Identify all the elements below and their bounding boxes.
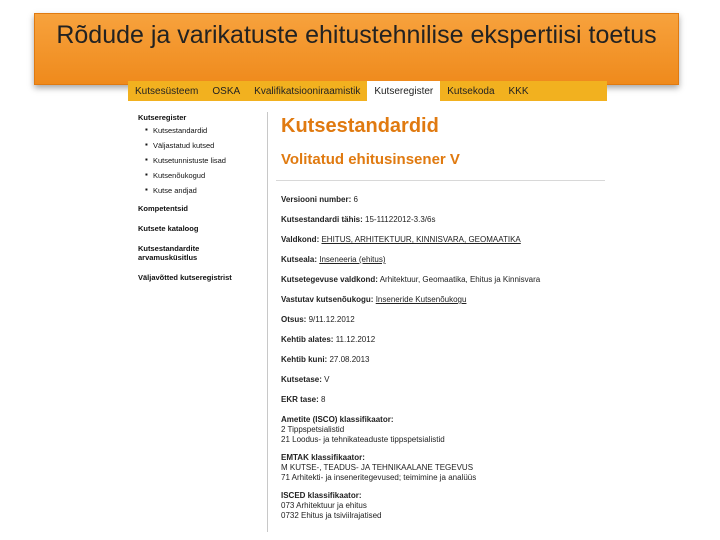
top-navigation (128, 81, 607, 101)
field-label: Kehtib kuni: (281, 355, 328, 364)
sidebar-heading[interactable]: Kutseregister (138, 113, 187, 122)
field-domain (281, 235, 606, 245)
nav-item-kutsesusteem[interactable]: Kutsesüsteem (135, 85, 199, 97)
emtak-line: 71 Arhitekti- ja inseneritegevused; teimimine ja analüüs (281, 473, 477, 482)
field-label: EKR tase: (281, 395, 319, 404)
field-label: ISCED klassifikaator: (281, 491, 362, 500)
council-link[interactable]: Inseneride Kutsenõukogu (375, 295, 467, 304)
sidebar-link-kompetentsid[interactable]: Kompetentsid (138, 204, 189, 213)
field-valid-to (281, 355, 606, 365)
field-value: 8 (321, 395, 326, 404)
field-label: Otsus: (281, 315, 307, 324)
field-isco (281, 415, 606, 445)
nav-item-kkk[interactable]: KKK (508, 85, 529, 97)
sidebar-item-valjastatud-kutsed[interactable]: ▪ Väljastatud kutsed (145, 141, 263, 150)
nav-item-kvalifikatsiooniraamistik[interactable]: Kvalifikatsiooniraamistik (254, 85, 361, 97)
nav-item-kutseregister[interactable]: Kutseregister (367, 81, 440, 101)
divider (267, 112, 268, 532)
field-decision (281, 315, 606, 325)
slide-title: Rõdude ja varikatuste ehitustehnilise ekspertiisi toetus (34, 13, 679, 85)
field-label: Versiooni number: (281, 195, 352, 204)
field-label: Kutsestandardi tähis: (281, 215, 363, 224)
field-value: 6 (353, 195, 358, 204)
area-link[interactable]: Inseneeria (ehitus) (319, 255, 386, 264)
field-value: 11.12.2012 (335, 335, 376, 344)
emtak-line: M KUTSE-, TEADUS- JA TEHNIKAALANE TEGEVUS (281, 463, 474, 472)
title-divider (276, 180, 605, 181)
field-label: Kutsetegevuse valdkond: (281, 275, 378, 284)
field-label: EMTAK klassifikaator: (281, 453, 365, 462)
sidebar-item-kutsetunnistuste-lisad[interactable]: ▪ Kutsetunnistuste lisad (145, 156, 263, 165)
field-label: Kutseala: (281, 255, 318, 264)
sidebar-item-kutsestandardid[interactable]: ▪ Kutsestandardid (145, 126, 263, 135)
field-label: Ametite (ISCO) klassifikaator: (281, 415, 394, 424)
isco-line: 21 Loodus- ja tehnikateaduste tippspetsialistid (281, 435, 445, 444)
isced-line: 0732 Ehitus ja tsiviilrajatised (281, 511, 382, 520)
field-emtak (281, 453, 606, 483)
standard-name: Volitatud ehitusinsener V (281, 151, 460, 168)
standard-details (281, 195, 606, 529)
field-valid-from (281, 335, 606, 345)
field-ekr (281, 395, 606, 405)
sidebar-link-arvamuskusitlus[interactable]: Kutsestandardite arvamusküsitlus (138, 244, 200, 262)
field-level (281, 375, 606, 385)
field-version (281, 195, 606, 205)
main-content (281, 115, 606, 168)
field-area (281, 255, 606, 265)
field-label: Vastutav kutsenõukogu: (281, 295, 374, 304)
isced-line: 073 Arhitektuur ja ehitus (281, 501, 367, 510)
field-code (281, 215, 606, 225)
field-council (281, 295, 606, 305)
field-value: 15-11122012-3.3/6s (365, 215, 436, 224)
field-value: 9/11.12.2012 (308, 315, 355, 324)
sidebar-list (138, 126, 263, 195)
field-value: 27.08.2013 (329, 355, 370, 364)
field-value: Arhitektuur, Geomaatika, Ehitus ja Kinnisvara (379, 275, 541, 284)
sidebar-item-kutse-andjad[interactable]: ▪ Kutse andjad (145, 186, 263, 195)
sidebar (138, 113, 263, 293)
field-value: V (324, 375, 330, 384)
page-title: Kutsestandardid (281, 115, 439, 137)
field-label: Valdkond: (281, 235, 320, 244)
nav-item-oska[interactable]: OSKA (212, 85, 241, 97)
nav-item-kutsekoda[interactable]: Kutsekoda (447, 85, 495, 97)
field-label: Kutsetase: (281, 375, 322, 384)
sidebar-item-kutsenoukogud[interactable]: ▪ Kutsenõukogud (145, 171, 263, 180)
isco-line: 2 Tippspetsialistid (281, 425, 345, 434)
sidebar-link-valjavotted[interactable]: Väljavõtted kutseregistrist (138, 273, 232, 282)
field-label: Kehtib alates: (281, 335, 334, 344)
field-activity (281, 275, 606, 285)
field-isced (281, 491, 606, 521)
sidebar-link-kutsete-kataloog[interactable]: Kutsete kataloog (138, 224, 199, 233)
domain-link[interactable]: EHITUS, ARHITEKTUUR, KINNISVARA, GEOMAATIKA (321, 235, 521, 244)
